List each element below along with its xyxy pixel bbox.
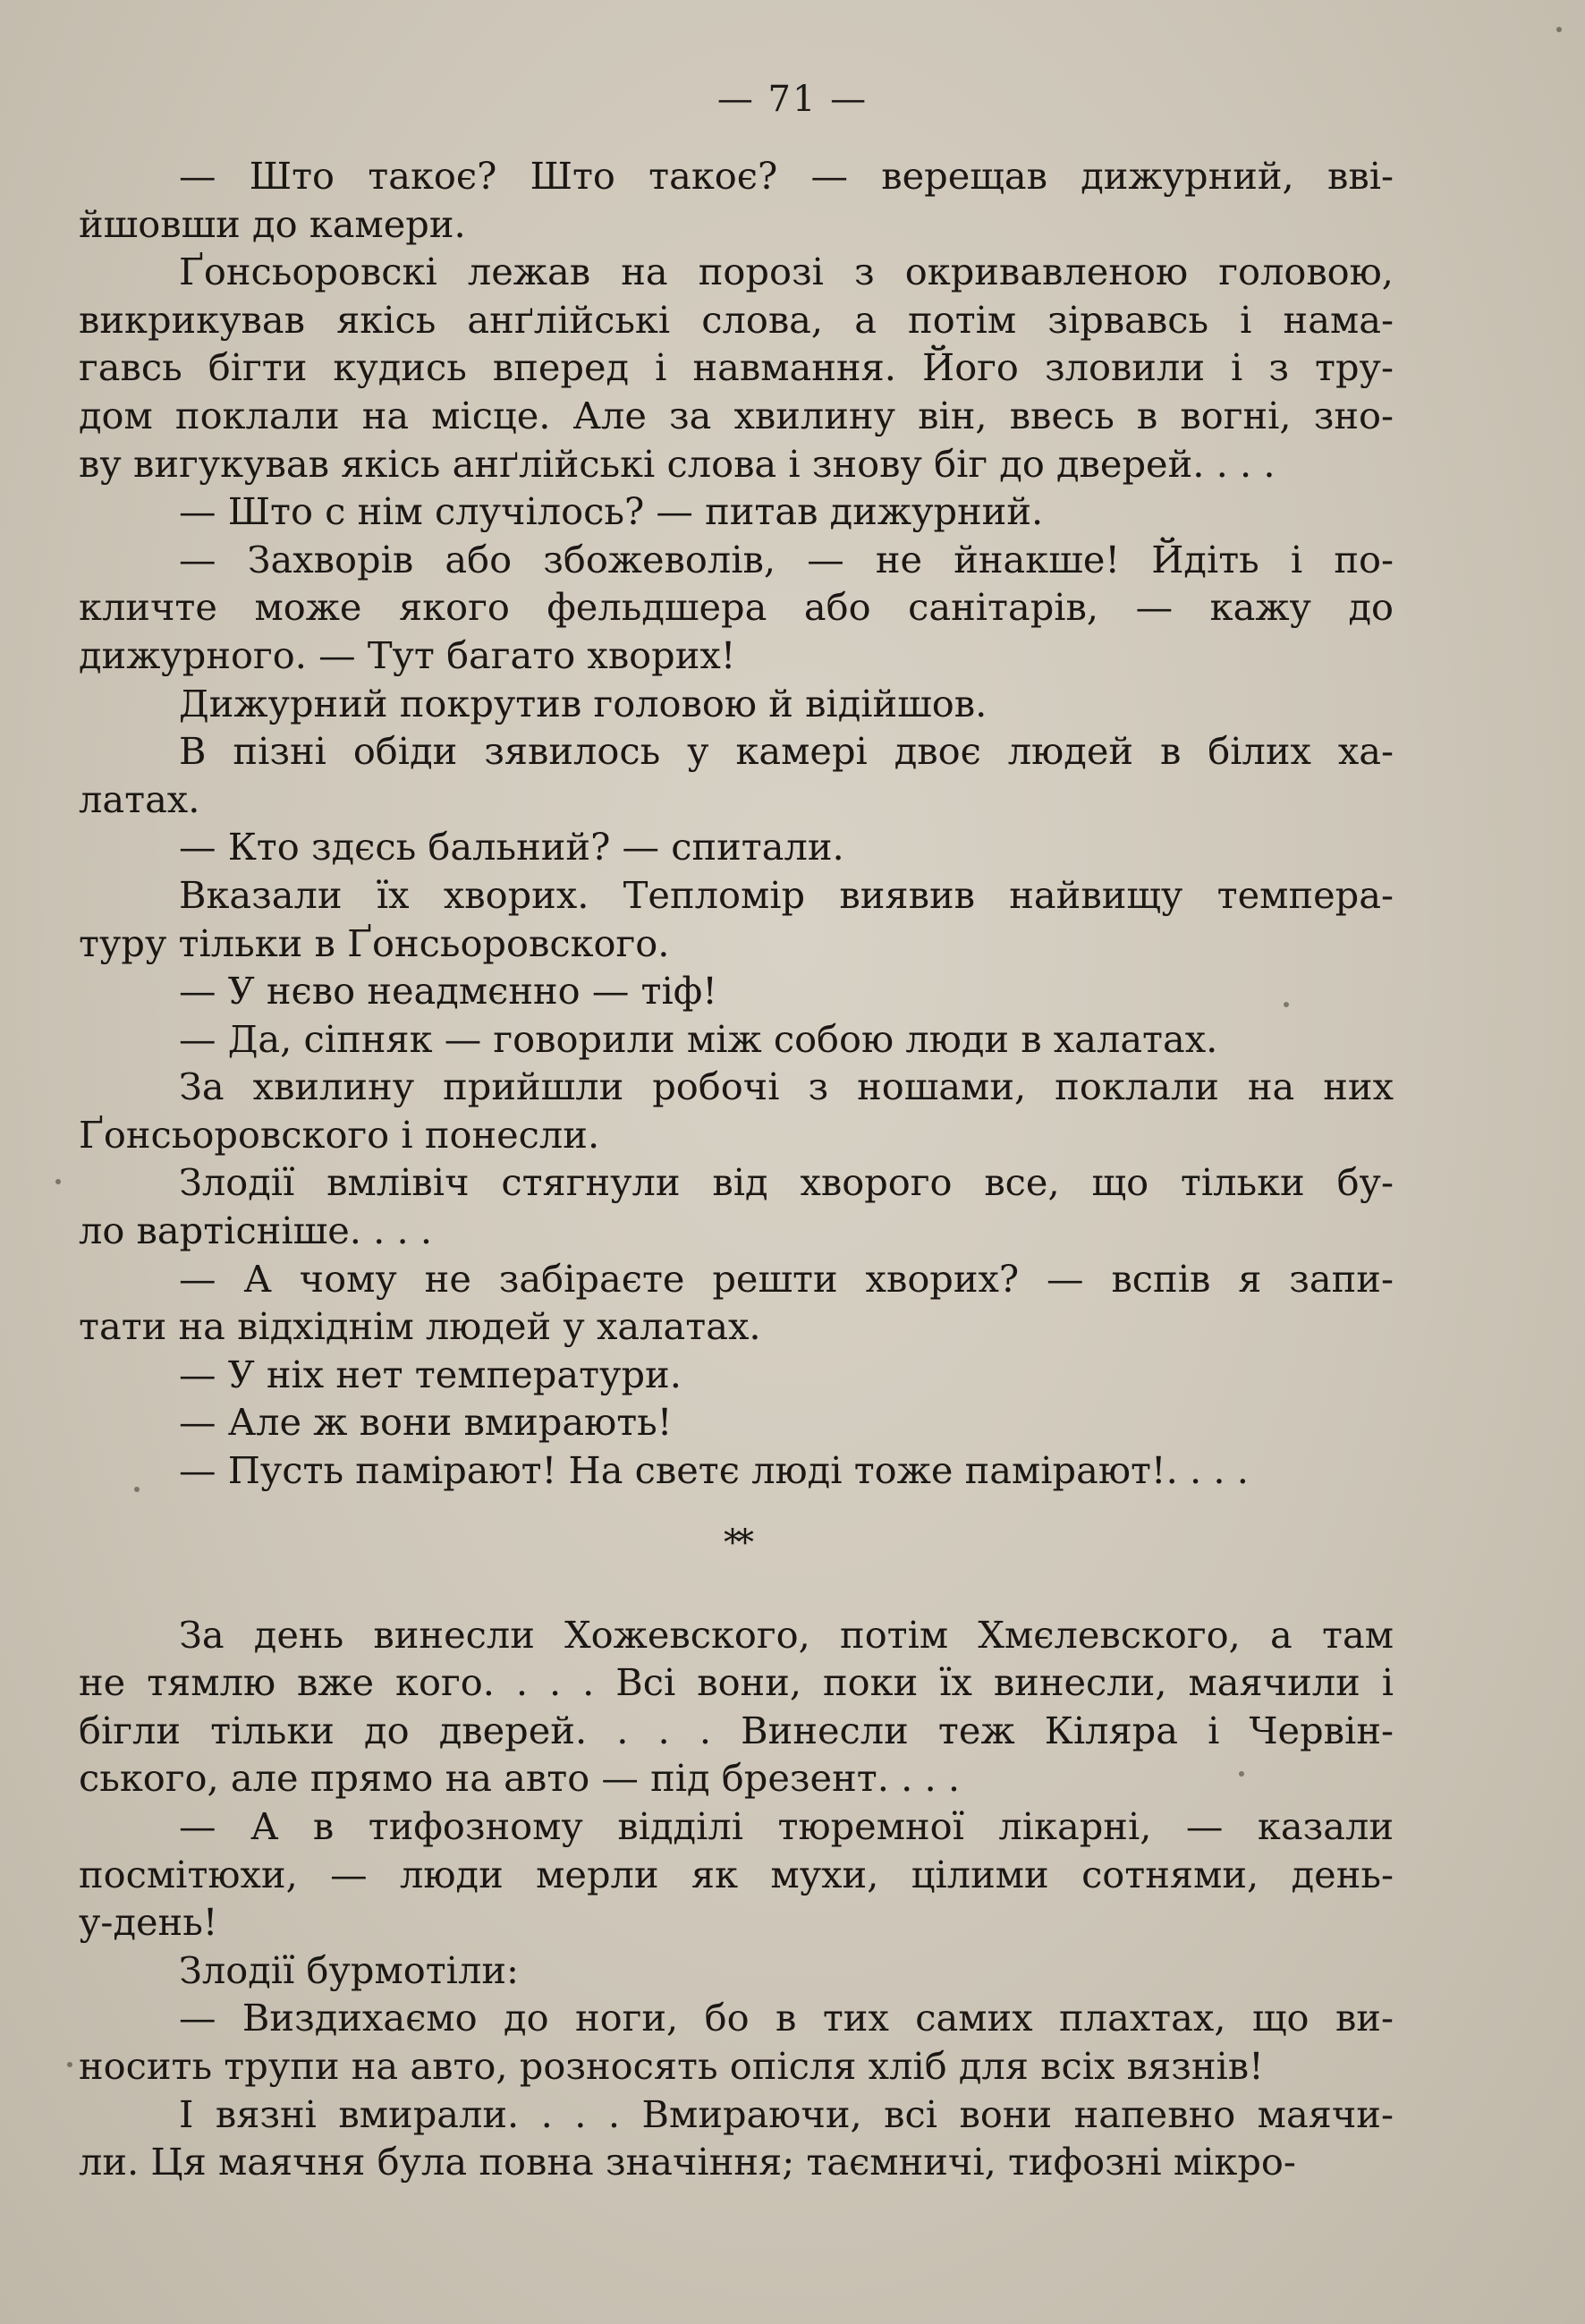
text-line: — А в тифозному відділі тюремної лікарні, — казали	[179, 1804, 1394, 1848]
text-line: йшовши до камери.	[79, 201, 466, 246]
paper-speck	[55, 1179, 61, 1184]
text-before-separator	[79, 152, 1394, 1495]
text-line: дижурного. — Тут багато хворих!	[79, 632, 736, 677]
paragraph	[79, 823, 1394, 871]
text-line: В пізні обіди зявилось у камері двоє людей в білих ха-	[179, 729, 1394, 774]
text-line: викрикував якісь анґлійські слова, а потім зірвавсь і нама-	[79, 297, 1394, 342]
text-line: І вязні вмирали. . . . Вмираючи, всі вони напевно маячи-	[179, 2091, 1394, 2136]
paragraph	[79, 1446, 1394, 1495]
text-after-separator	[79, 1611, 1394, 2186]
paper-speck	[1284, 1002, 1289, 1007]
text-line: Злодії вмлівіч стягнули від хворого все, що тільки бу-	[179, 1160, 1394, 1205]
text-line: бігли тільки до дверей. . . . Винесли теж Кіляра і Червін-	[79, 1708, 1394, 1752]
text-line: ського, але прямо на авто — під брезент. . . .	[79, 1756, 961, 1801]
text-line: дом поклали на місце. Але за хвилину він, ввесь в вогні, зно-	[79, 393, 1394, 437]
page-text	[79, 152, 1394, 2186]
text-line: ли. Ця маячня була повна значіння; таємничі, тифозні мікро-	[79, 2140, 1296, 2184]
paper-speck	[1556, 27, 1562, 32]
paragraph	[79, 871, 1394, 967]
text-line: — Кто здєсь бальний? — спитали.	[179, 825, 844, 869]
paragraph	[79, 152, 1394, 248]
text-line: латах.	[79, 776, 200, 821]
text-line: Вказали їх хворих. Тепломір виявив найвищу темпера-	[179, 872, 1394, 917]
paragraph	[79, 680, 1394, 728]
text-line: ло вартісніше. . . .	[79, 1209, 433, 1253]
text-line: Злодії бурмотіли:	[179, 1947, 519, 1992]
text-line: — Виздихаємо до ноги, бо в тих самих плахтах, що ви-	[179, 1996, 1394, 2040]
text-line: ву вигукував якісь анґлійські слова і знову біг до дверей. . . .	[79, 441, 1276, 486]
text-line: у-день!	[79, 1900, 218, 1945]
text-line: Ґонсьоровского і понесли.	[79, 1112, 600, 1157]
paragraph	[79, 1802, 1394, 1947]
paragraph	[79, 1063, 1394, 1158]
text-line: Дижурний покрутив головою й відійшов.	[179, 681, 987, 725]
paragraph	[79, 1255, 1394, 1351]
paragraph	[79, 2091, 1394, 2186]
text-line: За хвилину прийшли робочі з ношами, поклали на них	[179, 1064, 1394, 1109]
asterism-glyph: **	[724, 1522, 749, 1564]
text-line: носить трупи на авто, розносять опісля хліб для всіх вязнів!	[79, 2043, 1264, 2088]
paragraph	[79, 967, 1394, 1015]
text-line: туру тільки в Ґонсьоровского.	[79, 920, 670, 965]
text-line: — А чому не забіраєте решти хворих? — вспів я запи-	[179, 1256, 1394, 1301]
text-line: — Захворів або збожеволів, — не йнакше! Йдіть і по-	[179, 537, 1394, 581]
paragraph	[79, 1351, 1394, 1399]
paragraph	[79, 488, 1394, 536]
paragraph	[79, 1947, 1394, 1995]
paragraph	[79, 248, 1394, 488]
paragraph	[79, 1611, 1394, 1802]
paragraph	[79, 727, 1394, 823]
text-line: — Пусть паміpают! На светє люді тоже паміpают!. . . .	[179, 1448, 1249, 1493]
section-separator	[79, 1495, 1394, 1611]
text-line: не тямлю вже кого. . . . Всі вони, поки їх винесли, маячили і	[79, 1660, 1394, 1705]
page-number: — 71 —	[716, 79, 869, 120]
text-line: гавсь бігти кудись вперед і навмання. Його зловили і з тру-	[79, 345, 1394, 390]
paragraph	[79, 1015, 1394, 1064]
text-line: Ґонсьоровскі лежав на порозі з окривавленою головою,	[179, 250, 1394, 294]
text-line: — У ніх нет температури.	[179, 1352, 682, 1396]
paper-speck	[1239, 1771, 1244, 1777]
paper-speck	[67, 2062, 72, 2067]
paper-speck	[134, 1487, 140, 1492]
text-line: — Да, сіпняк — говорили між собою люди в халатах.	[179, 1016, 1218, 1061]
paragraph	[79, 536, 1394, 680]
text-line: — Але ж вони вмирають!	[179, 1400, 673, 1445]
text-line: кличте може якого фельдшера або санітарів, — кажу до	[79, 585, 1394, 630]
text-line: За день винесли Хожевского, потім Хмєлевского, а там	[179, 1612, 1394, 1657]
text-line: посмітюхи, — люди мерли як мухи, цілими сотнями, день-	[79, 1852, 1394, 1896]
text-line: — У нєво неадмєнно — тіф!	[179, 969, 717, 1014]
text-line: — Што с нім случілось? — питав дижурний.	[179, 489, 1044, 534]
paragraph	[79, 1158, 1394, 1254]
text-line: тати на відхіднім людей у халатах.	[79, 1304, 761, 1349]
paragraph	[79, 1994, 1394, 2090]
text-line: — Што такоє? Што такоє? — верещав дижурний, вві-	[179, 154, 1394, 198]
paragraph	[79, 1398, 1394, 1446]
